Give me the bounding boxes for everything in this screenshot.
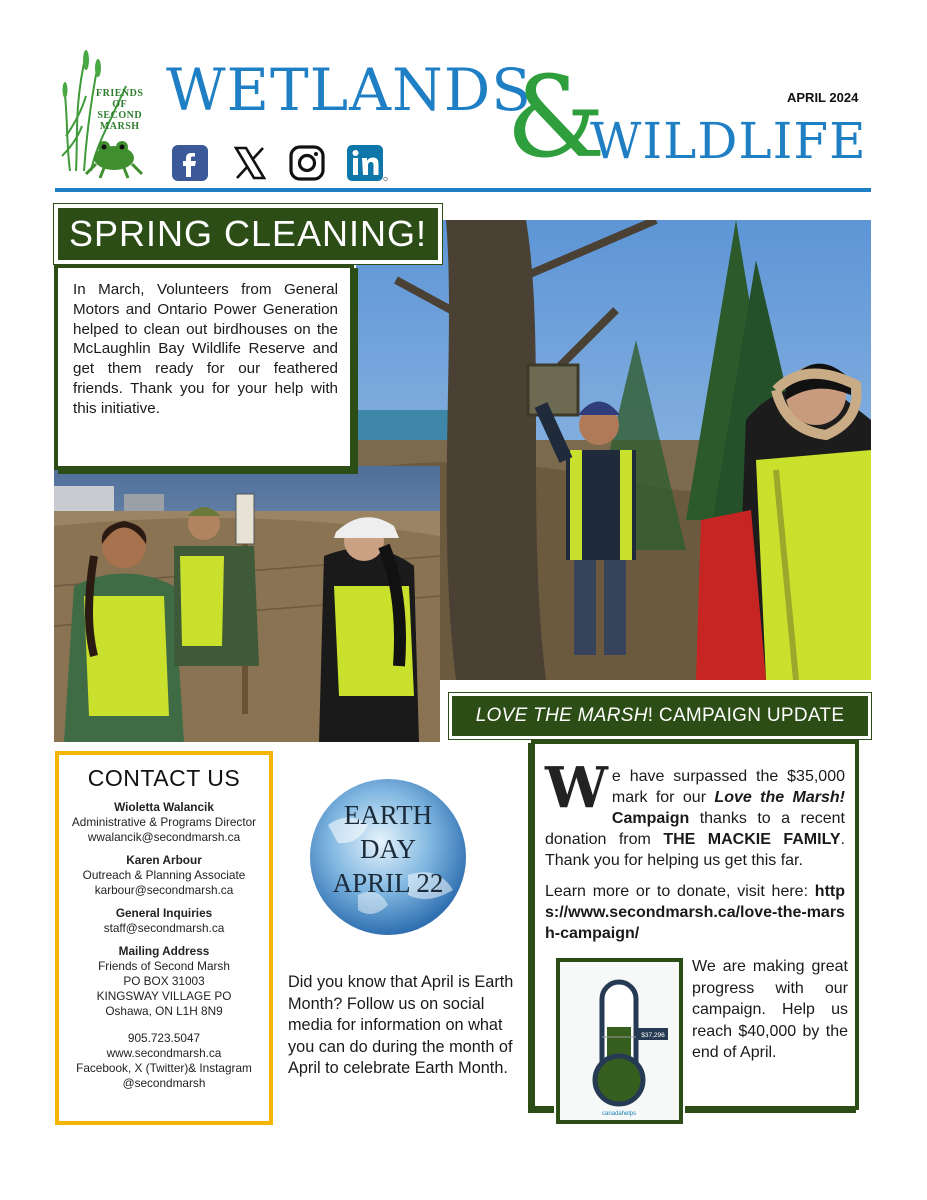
contact-email[interactable]: karbour@secondmarsh.ca (94, 883, 234, 897)
x-icon[interactable] (230, 142, 270, 184)
contact-footer (65, 1031, 263, 1091)
organization-logo (56, 46, 156, 186)
donate-paragraph (545, 881, 845, 944)
address-line: PO BOX 31003 (123, 974, 205, 988)
address-line: KINGSWAY VILLAGE PO (96, 989, 232, 1003)
campaign-progress-text: We are making great progress with our campaign. Help us reach $40,000 by the end of April. (692, 958, 848, 1061)
contact-name: General Inquiries (115, 906, 213, 920)
campaign-text: e have surpassed the $35,000 mark for our (611, 768, 845, 806)
contact-entry (65, 800, 263, 845)
header-divider (55, 188, 871, 192)
donate-text: Learn more or to donate, visit here: (545, 883, 815, 900)
social-handle: @secondmarsh (122, 1076, 206, 1090)
contact-name: Wioletta Walancik (114, 800, 214, 814)
campaign-word: Campaign (611, 810, 690, 827)
spring-cleaning-body: In March, Volunteers from General Motors and Ontario Power Generation helped to clean out birdhouses on the McLaughlin Bay Wildlife Reserve and get them ready for our feathered friends. Thank you for your help with this initiative. (73, 281, 338, 417)
contact-title: Outreach & Planning Associate (82, 868, 246, 882)
fundraising-thermometer (556, 958, 683, 1124)
contact-name: Mailing Address (118, 944, 210, 958)
phone-number: 905.723.5047 (127, 1031, 201, 1045)
address-line: Oshawa, ON L1H 8N9 (105, 1004, 223, 1018)
logo-line: FRIENDS (96, 88, 144, 99)
masthead-ampersand: & (506, 53, 606, 183)
contact-entry (65, 906, 263, 936)
logo-line: MARSH (99, 121, 140, 132)
donate-link[interactable]: https://www.secondmarsh.ca/love-the-marsh-campaign/ (545, 883, 845, 942)
earth-day-line: DAY (359, 834, 417, 864)
volunteers-birdhouse-field-photo (54, 466, 440, 742)
contact-heading: CONTACT US (87, 765, 241, 791)
campaign-name-inline: Love the Marsh! (714, 789, 846, 806)
campaign-heading-rest: ! CAMPAIGN UPDATE (647, 705, 845, 726)
earth-day-title (288, 798, 488, 900)
spring-cleaning-text-box (54, 264, 354, 470)
contact-entry (65, 853, 263, 898)
earth-month-paragraph: Did you know that April is Earth Month? Follow us on social media for information on what you can do during the month of April to celebrate Earth Month. (288, 973, 514, 1077)
campaign-update-paragraph (545, 755, 846, 871)
masthead-title-wildlife: WILDLIFE (590, 112, 867, 170)
contact-entry (65, 944, 263, 1019)
issue-date: APRIL 2024 (787, 90, 859, 105)
address-line: Friends of Second Marsh (98, 959, 230, 973)
contact-title: Administrative & Programs Director (71, 815, 257, 829)
contact-email[interactable]: staff@secondmarsh.ca (103, 921, 225, 935)
linkedin-icon[interactable] (344, 142, 390, 184)
logo-line: OF (112, 99, 128, 110)
contact-name: Karen Arbour (126, 853, 202, 867)
contact-us-box (55, 751, 273, 1125)
earth-day-date: APRIL 22 (332, 868, 444, 898)
canadahelps-wordmark: canadahelps (601, 1111, 637, 1117)
spring-cleaning-heading: SPRING CLEANING! (54, 204, 442, 264)
campaign-text: . Thank you for helping us get this far. (545, 831, 845, 869)
website-link[interactable]: www.secondmarsh.ca (106, 1046, 222, 1060)
campaign-update-heading (449, 693, 871, 739)
earth-day-line: EARTH (343, 800, 433, 830)
donor-name: THE MACKIE FAMILY (663, 831, 841, 848)
campaign-name: LOVE THE MARSH (475, 705, 648, 726)
thermometer-amount: $37,296 (641, 1032, 665, 1039)
logo-line: SECOND (97, 110, 143, 121)
logo-text (96, 88, 143, 132)
instagram-icon[interactable] (287, 142, 327, 184)
facebook-icon[interactable] (170, 142, 210, 184)
masthead-title-wetlands: WETLANDS (166, 56, 533, 124)
contact-email[interactable]: wwalancik@secondmarsh.ca (87, 830, 241, 844)
campaign-text: thanks to a recent donation from (545, 810, 845, 848)
drop-cap: W (545, 755, 608, 821)
social-handles-label: Facebook, X (Twitter)& Instagram (76, 1061, 252, 1075)
